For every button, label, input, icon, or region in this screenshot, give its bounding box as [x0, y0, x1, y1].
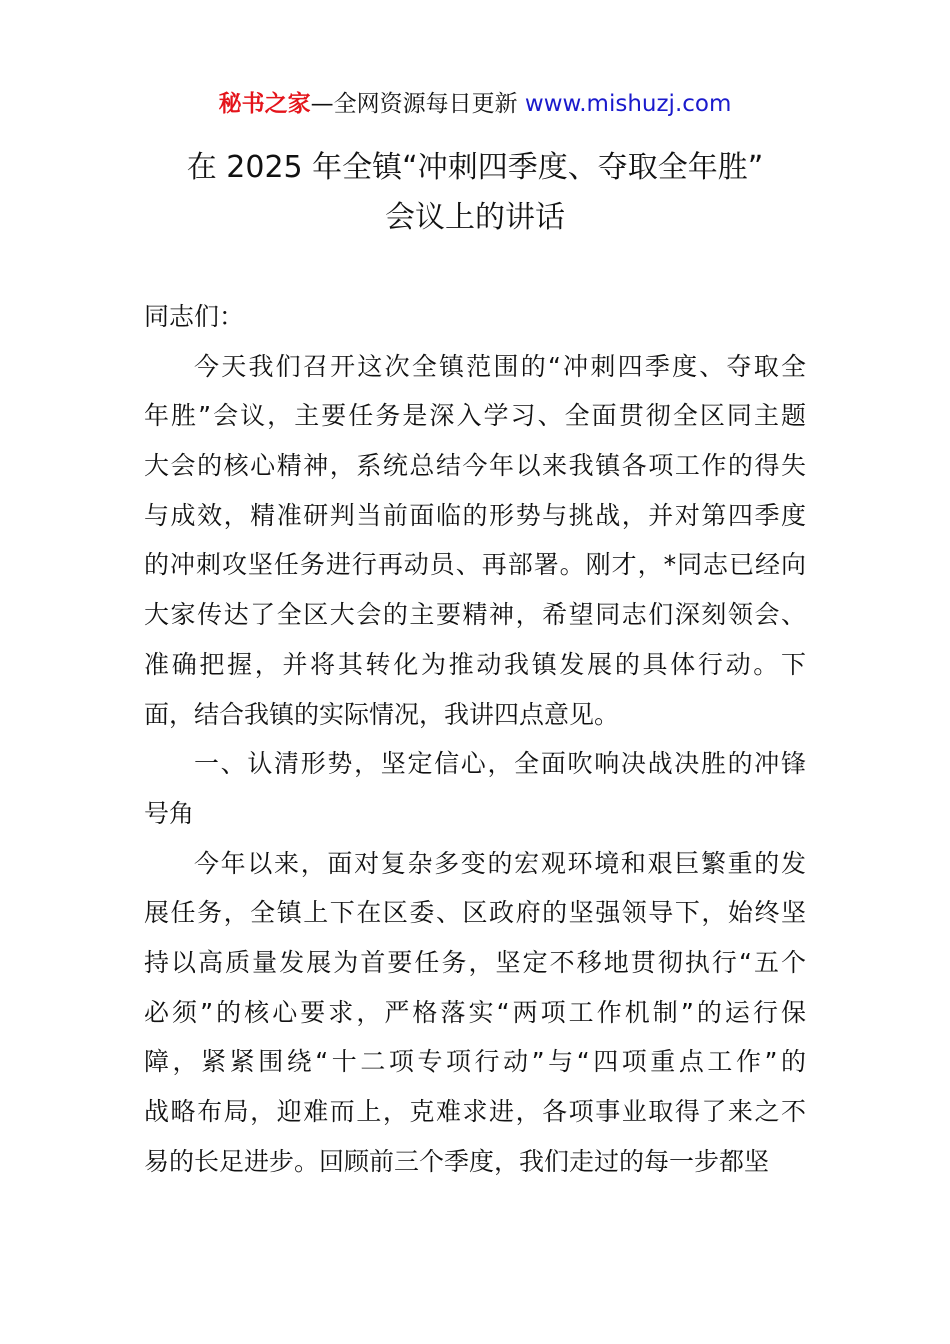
text-line: 持以高质量发展为首要任务，坚定不移地贯彻执行“五个: [144, 947, 806, 977]
paragraph: [144, 342, 806, 740]
document-title-line-2: 会议上的讲话: [385, 200, 565, 235]
text-line: 展任务，全镇上下在区委、区政府的坚强领导下，始终坚: [144, 898, 806, 928]
salutation: 同志们：: [144, 302, 245, 331]
text-line: 一、认清形势，坚定信心，全面吹响决战决胜的冲锋: [194, 749, 806, 779]
section-heading: [144, 739, 806, 838]
text-line: 与成效，精准研判当前面临的形势与挑战，并对第四季度: [144, 500, 806, 530]
site-header: [0, 88, 950, 120]
document-title-line-1: 在 2025 年全镇“冲刺四季度、夺取全年胜”: [186, 150, 764, 185]
text-line: 准确把握，并将其转化为推动我镇发展的具体行动。下: [144, 649, 806, 679]
text-line: 面，结合我镇的实际情况，我讲四点意见。: [144, 699, 620, 729]
text-line: 必须”的核心要求，严格落实“两项工作机制”的运行保: [144, 997, 806, 1027]
text-line: 今天我们召开这次全镇范围的“冲刺四季度、夺取全: [194, 351, 806, 381]
text-line: 障，紧紧围绕“十二项专项行动”与“四项重点工作”的: [144, 1047, 806, 1077]
text-line: 年胜”会议，主要任务是深入学习、全面贯彻全区同主题: [144, 401, 806, 431]
text-line: 的冲刺攻坚任务进行再动员、再部署。刚才，*同志已经向: [144, 550, 806, 580]
text-line: 号角: [144, 798, 195, 828]
site-url-link[interactable]: www.mishuzj.com: [524, 91, 732, 117]
site-tagline: —全网资源每日更新: [310, 91, 525, 117]
document-body: [144, 292, 806, 1186]
brand-name: 秘书之家: [218, 91, 311, 117]
text-line: 大家传达了全区大会的主要精神，希望同志们深刻领会、: [144, 600, 806, 630]
paragraph: [144, 839, 806, 1187]
text-line: 易的长足进步。回顾前三个季度，我们走过的每一步都坚: [144, 1146, 770, 1176]
text-line: 大会的核心精神，系统总结今年以来我镇各项工作的得失: [144, 451, 806, 481]
text-line: 战略布局，迎难而上，克难求进，各项事业取得了来之不: [144, 1097, 806, 1126]
text-line: 今年以来，面对复杂多变的宏观环境和艰巨繁重的发: [194, 848, 806, 878]
